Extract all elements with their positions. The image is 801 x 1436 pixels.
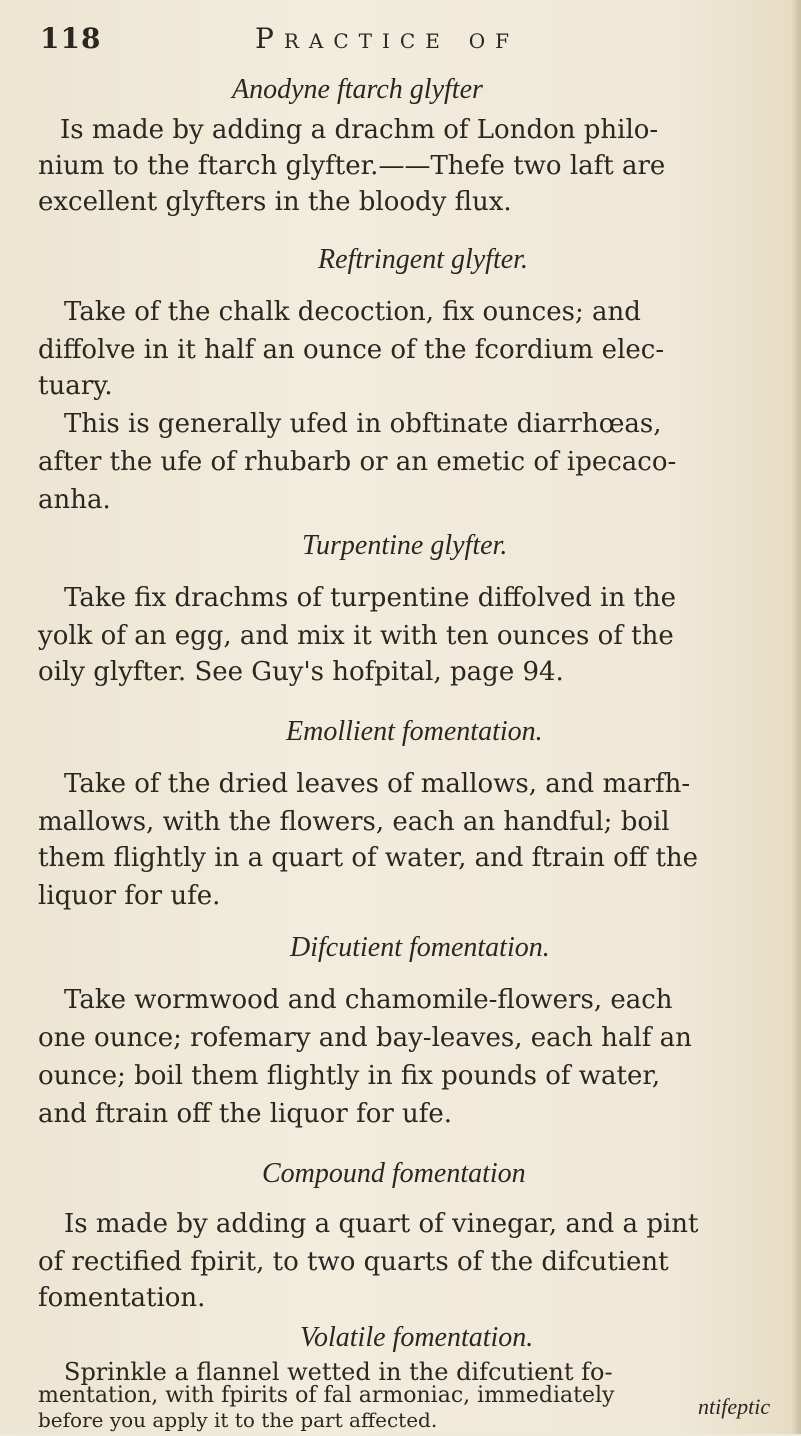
text-line: and ftrain off the liquor for ufe. [38,1099,453,1129]
section-heading: Compound fomentation [262,1158,526,1189]
page-header [40,18,780,62]
text-line: Is made by adding a quart of vinegar, and a pint [64,1209,699,1239]
section-heading: Turpentine glyfter. [302,530,508,561]
section-heading: Volatile fomentation. [300,1322,534,1353]
text-line: fomentation. [38,1283,206,1313]
text-line: them flightly in a quart of water, and ftrain off the [38,843,699,873]
text-line: nium to the ftarch glyfter.——Thefe two laft are [38,151,666,181]
text-line: mallows, with the flowers, each an handful; boil [38,807,670,837]
catchword: ntifeptic [698,1394,771,1419]
text-line: before you apply it to the part affected. [38,1408,438,1432]
text-line: Take of the chalk decoction, fix ounces; and [64,297,641,327]
running-title: Practice of [255,22,519,55]
text-line: liquor for ufe. [38,881,221,911]
page-edge-shadow [791,0,801,1434]
section-heading: Emollient fomentation. [286,716,543,747]
text-line: of rectified fpirit, to two quarts of the difcutient [38,1247,669,1277]
text-line: after the ufe of rhubarb or an emetic of ipecaco- [38,447,677,477]
text-line: oily glyfter. See Guy's hofpital, page 94. [38,657,564,687]
section-heading: Reftringent glyfter. [318,244,528,275]
text-line: Take wormwood and chamomile-flowers, each [64,985,673,1015]
text-line: tuary. [38,371,113,401]
section-heading: Difcutient fomentation. [290,932,550,963]
text-line: Take fix drachms of turpentine diffolved in the [64,583,677,613]
text-line: Sprinkle a flannel wetted in the difcutient fo- [64,1358,613,1386]
section-heading: Anodyne ftarch glyfter [232,74,483,105]
text-line: This is generally ufed in obftinate diarrhœas, [64,409,662,439]
page-number: 118 [40,22,102,55]
text-line: anha. [38,485,111,515]
text-line: one ounce; rofemary and bay-leaves, each half an [38,1023,692,1053]
text-line: Is made by adding a drachm of London philo- [60,115,659,145]
text-line: Take of the dried leaves of mallows, and marfh- [64,769,691,799]
text-line: yolk of an egg, and mix it with ten ounces of the [38,621,674,651]
text-line: excellent glyfters in the bloody flux. [38,187,512,217]
text-line: diffolve in it half an ounce of the fcordium elec- [38,335,665,365]
text-line: ounce; boil them flightly in fix pounds of water, [38,1061,661,1091]
text-line: mentation, with fpirits of fal armoniac, immediately [38,1383,615,1408]
